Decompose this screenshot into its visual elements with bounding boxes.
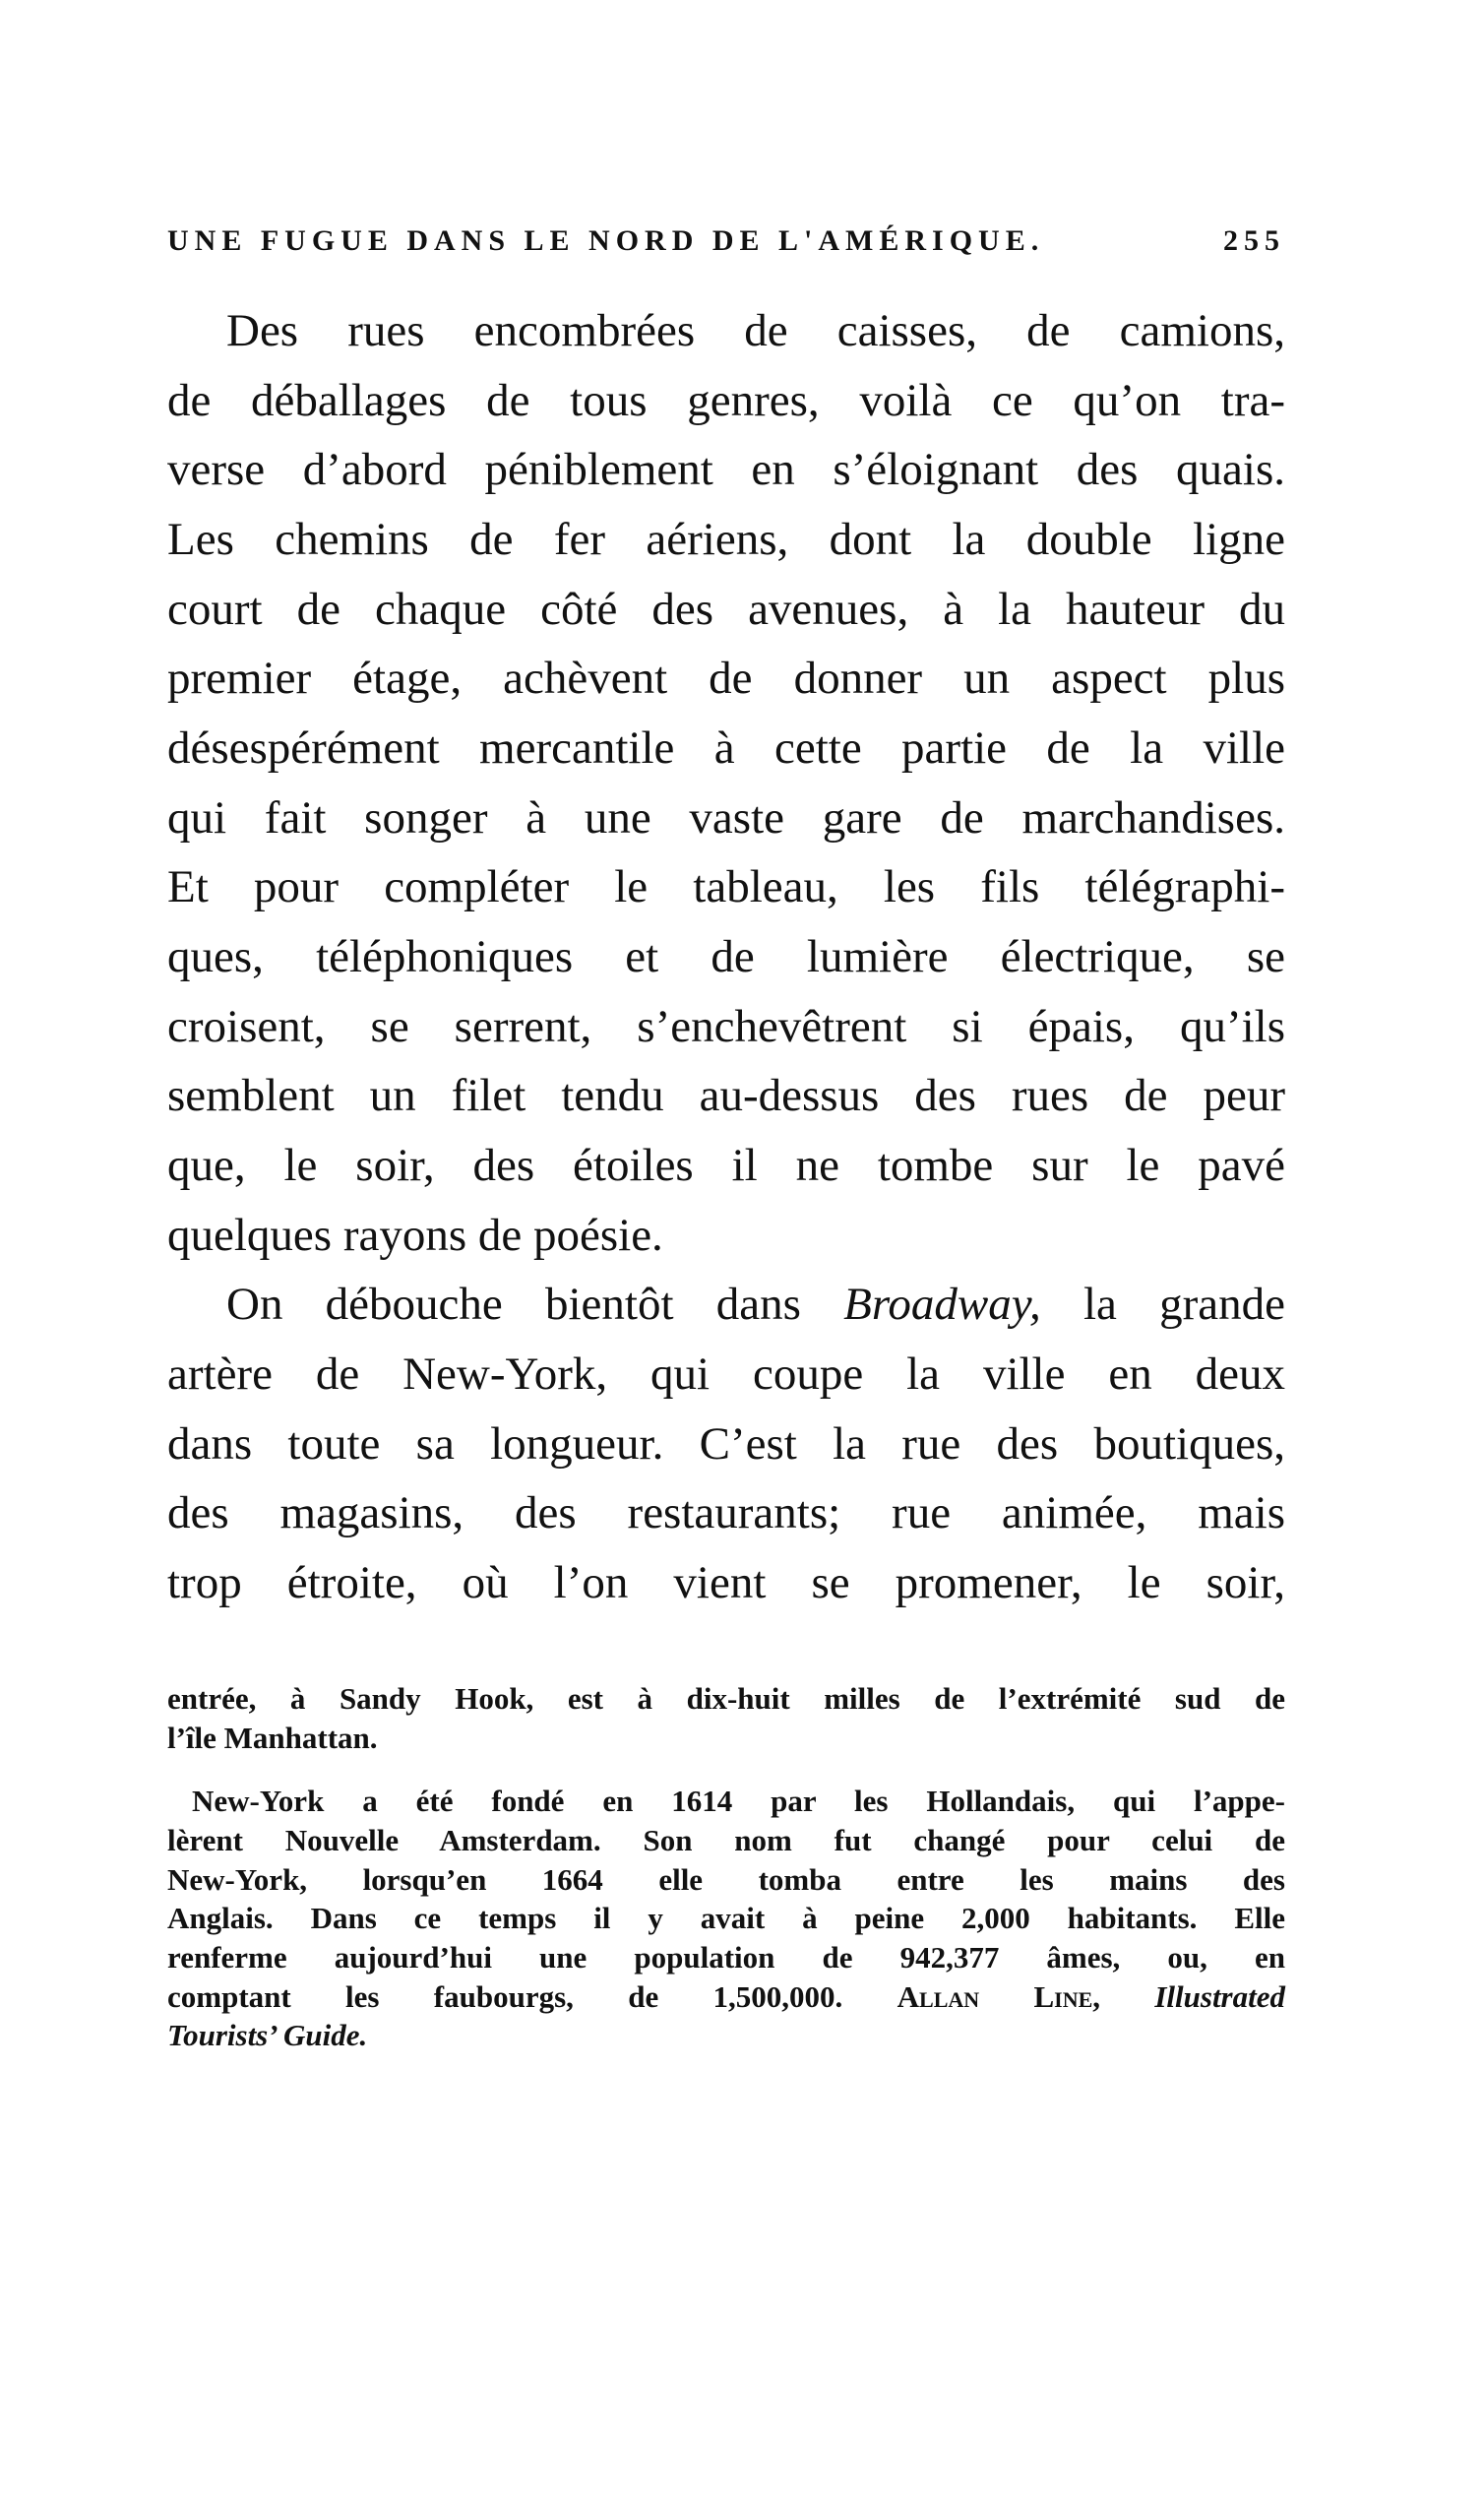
footnote-line: renferme aujourd’hui une population de 942,377 âmes, ou, en: [167, 1940, 1285, 1975]
text-segment: On débouche bientôt dans: [226, 1279, 844, 1330]
text-line: dans toute sa longueur. C’est la rue des boutiques,: [167, 1418, 1285, 1470]
running-title: UNE FUGUE DANS LE NORD DE L'AMÉRIQUE.: [167, 224, 1045, 257]
text-line: Les chemins de fer aériens, dont la double ligne: [167, 514, 1285, 565]
footnote-line: l’île Manhattan.: [167, 1721, 378, 1755]
text-segment: la grande: [1040, 1279, 1285, 1330]
text-line: qui fait songer à une vaste gare de marchandises.: [167, 792, 1285, 844]
text-line: désespérément mercantile à cette partie de la ville: [167, 722, 1285, 774]
text-line: semblent un filet tendu au-dessus des rues de peur: [167, 1070, 1285, 1121]
footnote-line: New-York a été fondé en 1614 par les Hollandais, qui l’appe-: [192, 1784, 1285, 1818]
footnote-line: Anglais. Dans ce temps il y avait à peine 2,000 habitants. Elle: [167, 1901, 1285, 1935]
text-line: court de chaque côté des avenues, à la hauteur du: [167, 584, 1285, 635]
text-line: quelques rayons de poésie.: [167, 1210, 663, 1261]
text-line: ques, téléphoniques et de lumière électrique, se: [167, 931, 1285, 982]
footnote-line: Tourists’ Guide.: [167, 2018, 368, 2052]
text-line: Des rues encombrées de caisses, de camions,: [226, 305, 1285, 356]
footnote-line: lèrent Nouvelle Amsterdam. Son nom fut changé pour celui de: [167, 1823, 1285, 1857]
text-line: artère de New-York, qui coupe la ville en deux: [167, 1348, 1285, 1400]
text-line: Et pour compléter le tableau, les fils télégraphi-: [167, 861, 1285, 912]
title-italic: Illustrated: [1100, 1979, 1285, 2014]
text-segment: comptant les faubourgs, de 1,500,000.: [167, 1979, 897, 2014]
text-line: premier étage, achèvent de donner un aspect plus: [167, 653, 1285, 704]
text-line: trop étroite, où l’on vient se promener, le soir,: [167, 1557, 1285, 1608]
text-line: verse d’abord péniblement en s’éloignant des quais.: [167, 444, 1285, 495]
text-line: croisent, se serrent, s’enchevêtrent si épais, qu’ils: [167, 1001, 1285, 1052]
italic-place-name: Broadway,: [843, 1279, 1041, 1330]
footnote-line: [167, 1978, 1285, 2016]
text-line: [226, 1277, 1285, 1332]
text-line: de déballages de tous genres, voilà ce qu’on tra-: [167, 375, 1285, 426]
page-number: 255: [1223, 224, 1285, 257]
author-smallcaps: Allan Line,: [897, 1979, 1101, 2014]
footnote-line: entrée, à Sandy Hook, est à dix-huit milles de l’extrémité sud de: [167, 1681, 1285, 1716]
text-line: des magasins, des restaurants; rue animée, mais: [167, 1487, 1285, 1538]
text-line: que, le soir, des étoiles il ne tombe sur le pavé: [167, 1140, 1285, 1191]
footnote-line: New-York, lorsqu’en 1664 elle tomba entre les mains des: [167, 1862, 1285, 1897]
running-header: [167, 224, 1285, 258]
